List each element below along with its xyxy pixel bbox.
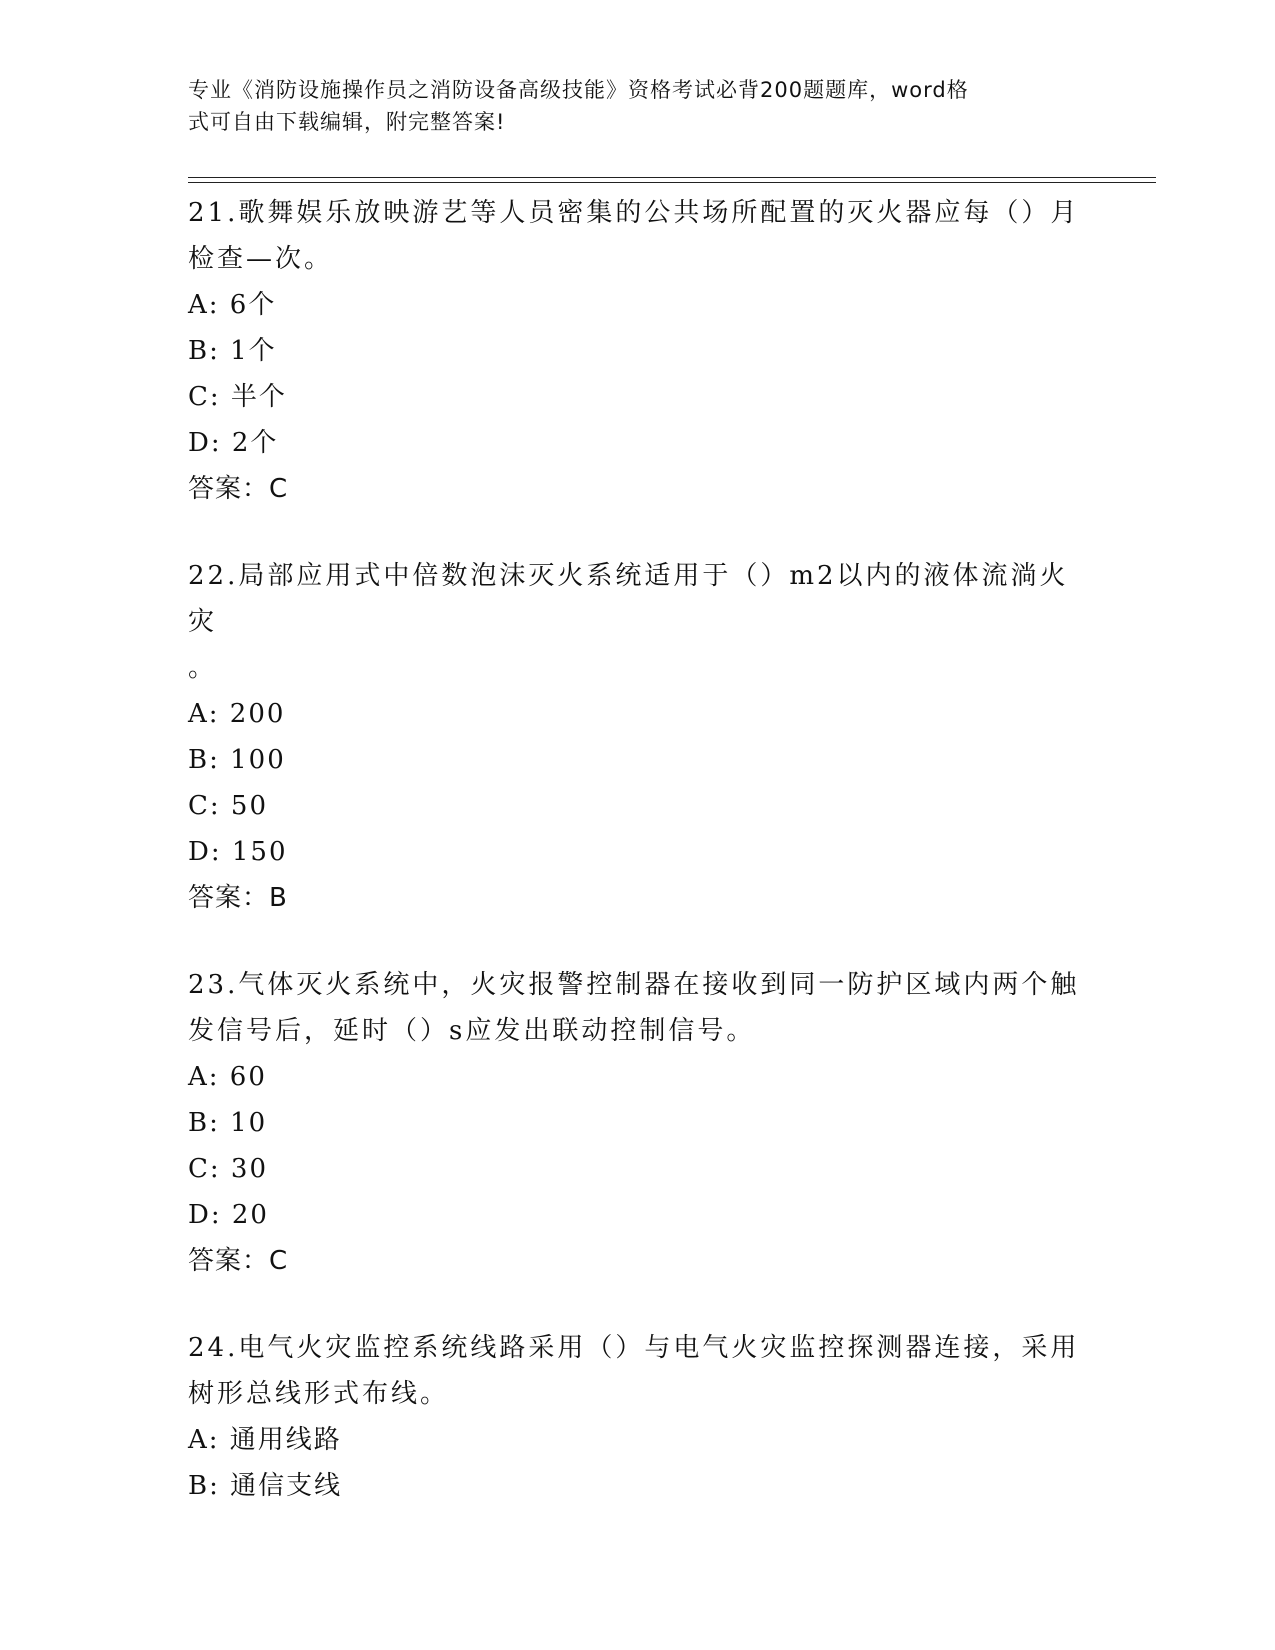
question-22 (188, 553, 1088, 921)
question-text-line-1: 23.气体灭火系统中，火灾报警控制器在接收到同一防护区域内两个触 (188, 970, 1080, 1000)
header-line-2: 式可自由下载编辑，附完整答案! (188, 110, 506, 134)
question-text-line-2: 。 (188, 653, 218, 683)
option-c: C: 50 (188, 791, 269, 821)
question-text-line-1: 24.电气火灾监控系统线路采用（）与电气火灾监控探测器连接，采用 (188, 1333, 1080, 1363)
question-text-line-2: 检查—次。 (188, 244, 334, 274)
answer: 答案：C (188, 474, 289, 504)
option-b: B: 10 (188, 1108, 268, 1138)
option-b: B: 100 (188, 745, 286, 775)
option-a: A: 60 (188, 1062, 267, 1092)
question-text-line-1: 22.局部应用式中倍数泡沫灭火系统适用于（）m2以内的液体流淌火灾 (188, 561, 1069, 637)
option-b: B: 通信支线 (188, 1471, 343, 1501)
option-a: A: 6个 (188, 290, 277, 320)
option-a: A: 通用线路 (188, 1425, 342, 1455)
document-header (188, 74, 1068, 138)
option-d: D: 2个 (188, 428, 279, 458)
option-d: D: 20 (188, 1200, 269, 1230)
answer: 答案：C (188, 1246, 289, 1276)
header-divider-top (188, 177, 1156, 178)
question-text-line-2: 发信号后，延时（）s应发出联动控制信号。 (188, 1016, 756, 1046)
option-c: C: 30 (188, 1154, 269, 1184)
option-c: C: 半个 (188, 382, 287, 412)
option-d: D: 150 (188, 837, 288, 867)
question-24 (188, 1325, 1088, 1509)
answer: 答案：B (188, 883, 288, 913)
question-23 (188, 962, 1088, 1284)
question-list (188, 190, 1088, 1550)
header-line-1: 专业《消防设施操作员之消防设备高级技能》资格考试必背200题题库，word格 (188, 78, 969, 102)
question-text-line-1: 21.歌舞娱乐放映游艺等人员密集的公共场所配置的灭火器应每（）月 (188, 198, 1080, 228)
header-divider-bottom (188, 182, 1156, 183)
question-text-line-2: 树形总线形式布线。 (188, 1379, 450, 1409)
option-b: B: 1个 (188, 336, 277, 366)
question-21 (188, 190, 1088, 512)
option-a: A: 200 (188, 699, 286, 729)
